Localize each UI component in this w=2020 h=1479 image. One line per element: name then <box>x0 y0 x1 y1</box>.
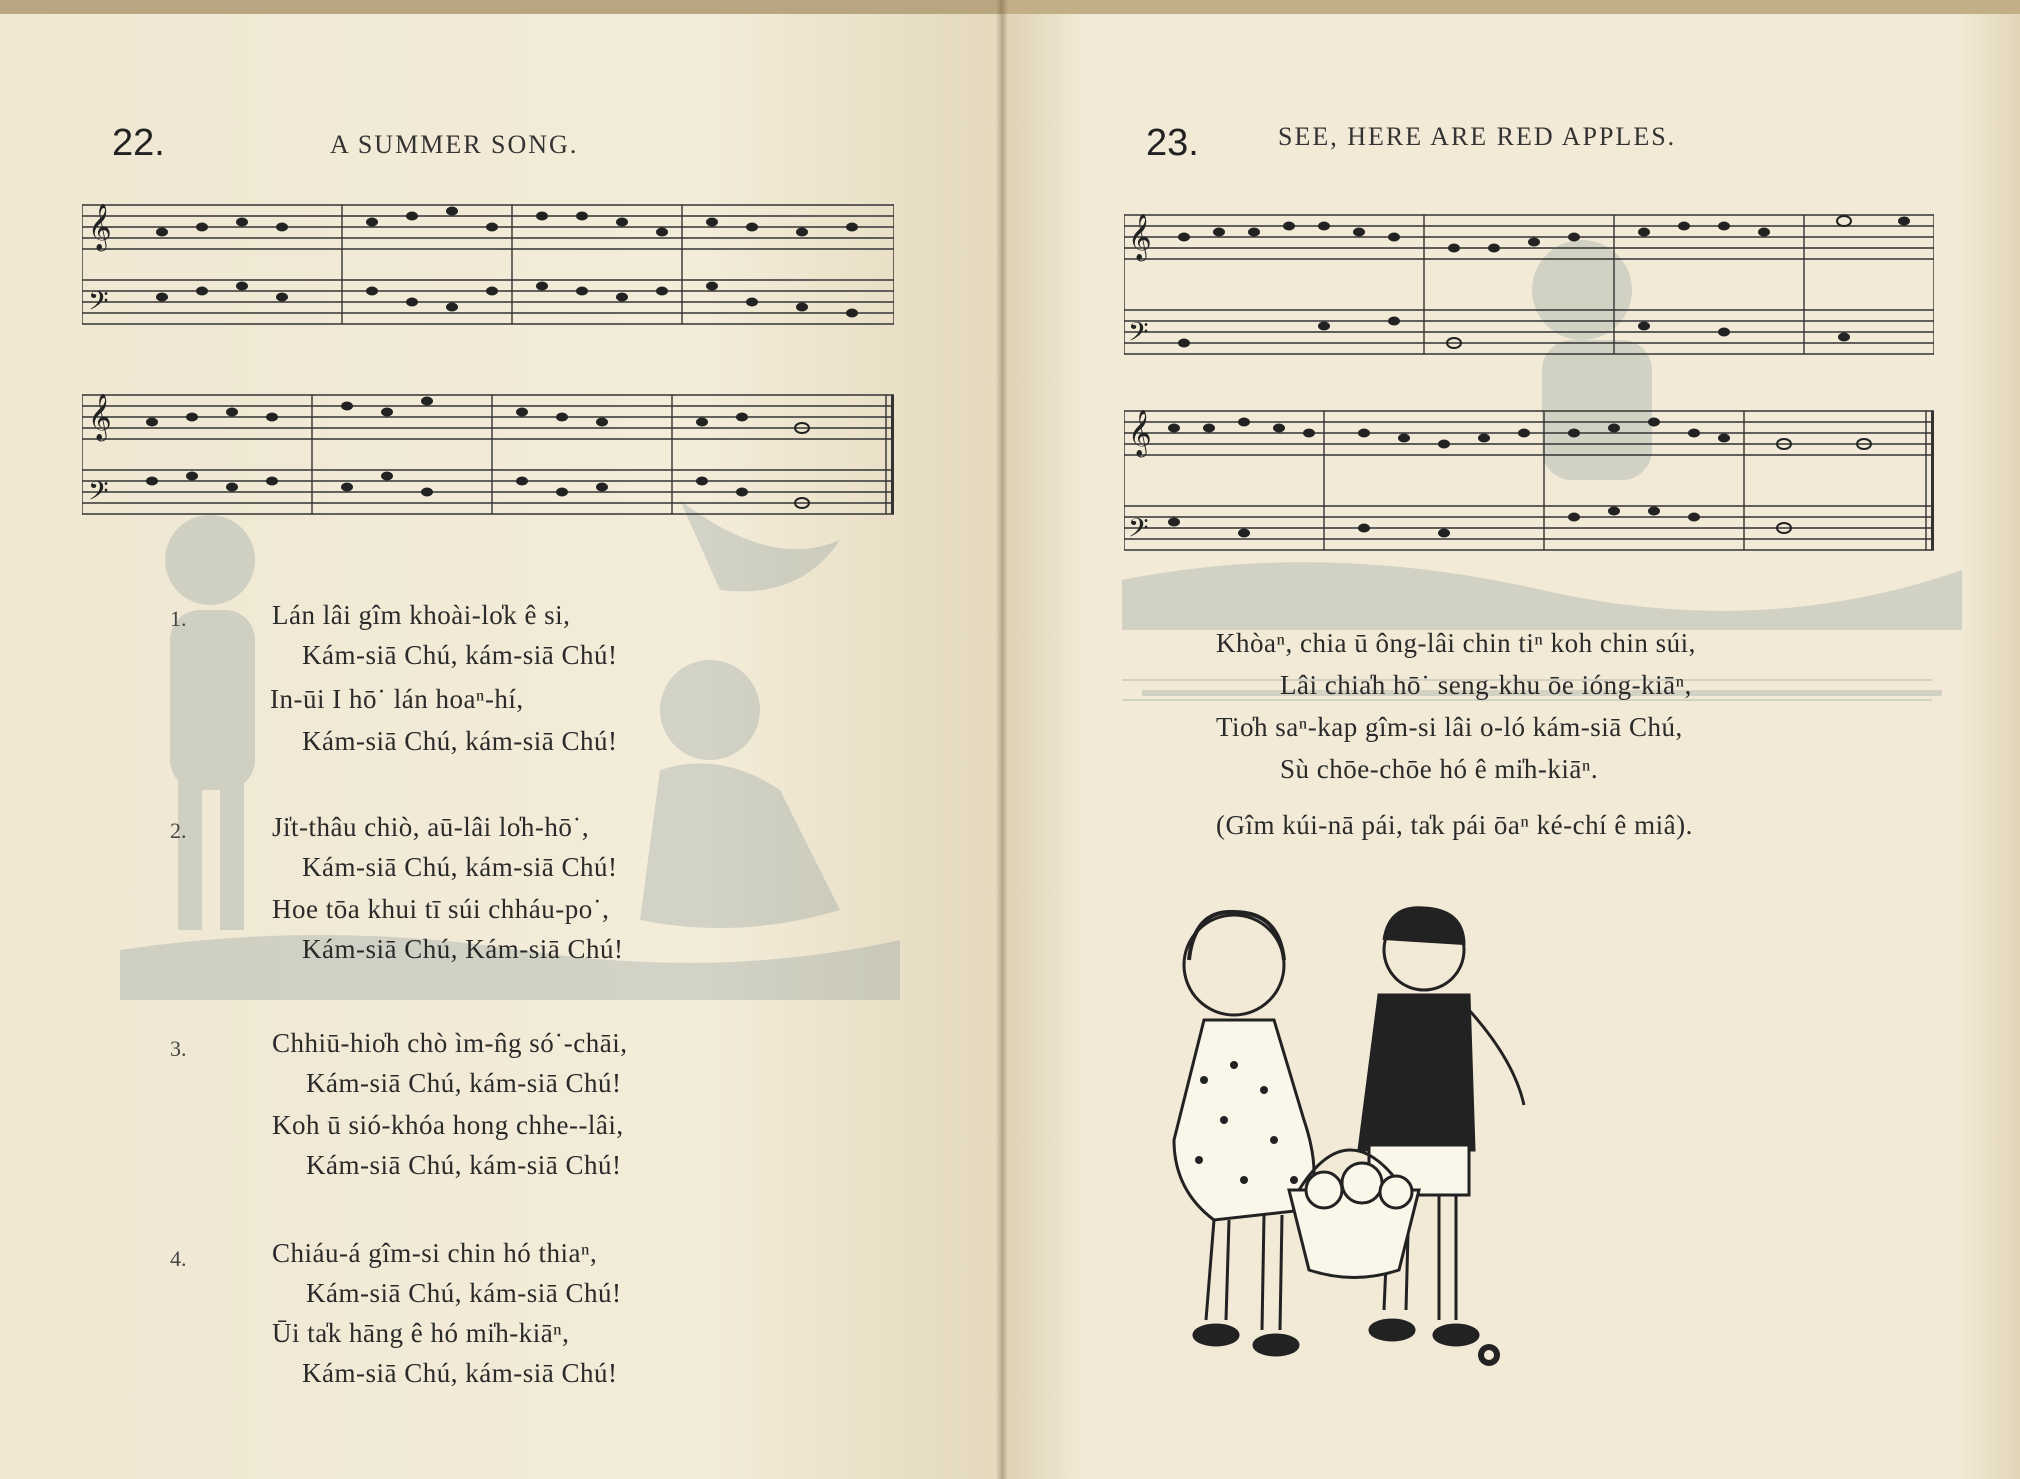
book-gutter <box>996 0 1008 1479</box>
music-system-1 <box>82 190 894 340</box>
lyric-line: Khòaⁿ, chia ū ông-lâi chin tiⁿ koh chin súi, <box>1216 628 1696 658</box>
verse-line: Ūi ta̍k hāng ê hó mi̍h-kiāⁿ, <box>272 1318 570 1348</box>
verse-line: Kám-siā Chú, kám-siā Chú! <box>302 1358 618 1388</box>
svg-text:𝄢: 𝄢 <box>88 475 109 513</box>
verse-line: Chiáu-á gîm-si chin hó thiaⁿ, <box>272 1238 598 1268</box>
svg-text:𝄢: 𝄢 <box>1128 316 1149 354</box>
page-top-edge <box>0 0 1002 14</box>
children-with-basket-illustration <box>1134 890 1534 1390</box>
verse-line: Kám-siā Chú, kám-siā Chú! <box>302 640 618 670</box>
verse-line: Kám-siā Chú, kám-siā Chú! <box>306 1150 622 1180</box>
verse-number: 4. <box>170 1246 187 1271</box>
verse-line: Kám-siā Chú, kám-siā Chú! <box>302 852 618 882</box>
verse-line: Chhiū-hio̍h chò ìm-n̂g só˙-chāi, <box>272 1028 628 1058</box>
verse-line: Koh ū sió-khóa hong chhe--lâi, <box>272 1110 624 1140</box>
svg-text:𝄢: 𝄢 <box>1128 512 1149 550</box>
left-page <box>0 0 1002 1479</box>
verse-line: Kám-siā Chú, kám-siā Chú! <box>302 726 618 756</box>
page-top-edge <box>1002 0 2020 14</box>
svg-text:𝄞: 𝄞 <box>1128 214 1152 260</box>
lyric-line: Lâi chia̍h hō˙ seng-khu ōe ióng-kiāⁿ, <box>1280 670 1692 700</box>
ornament-mark <box>1474 1342 1504 1368</box>
svg-text:𝄢: 𝄢 <box>88 285 109 323</box>
music-system-2 <box>82 380 894 530</box>
song-title-summer: A SUMMER SONG. <box>330 130 579 159</box>
verse-line: Kám-siā Chú, kám-siā Chú! <box>306 1068 622 1098</box>
verse-line: Kám-siā Chú, Kám-siā Chú! <box>302 934 624 964</box>
music-system-2 <box>1124 396 1934 556</box>
verse-number: 3. <box>170 1036 187 1061</box>
right-page <box>1002 0 2020 1479</box>
verse-number: 1. <box>170 606 187 631</box>
verse-line: Hoe tōa khui tī súi chháu-po˙, <box>272 894 610 924</box>
song-title-apples: SEE, HERE ARE RED APPLES. <box>1278 122 1677 151</box>
verse-line: In-ūi I hō˙ lán hoaⁿ-hí, <box>270 684 524 714</box>
page-number-23: 23. <box>1146 122 1199 164</box>
lyric-line: Tio̍h saⁿ-kap gîm-si lâi o-ló kám-siā Chú, <box>1216 712 1683 742</box>
lyric-line: Sù chōe-chōe hó ê mi̍h-kiāⁿ. <box>1280 754 1599 784</box>
verse-line: Lán lâi gîm khoài-lo̍k ê si, <box>272 600 571 630</box>
page-number-22: 22. <box>112 122 165 164</box>
music-system-1 <box>1124 200 1934 360</box>
svg-text:𝄞: 𝄞 <box>88 204 112 250</box>
singing-note: (Gîm kúi-nā pái, ta̍k pái ōaⁿ ké-chí ê miâ). <box>1216 810 1693 840</box>
svg-text:𝄞: 𝄞 <box>1128 410 1152 456</box>
svg-text:𝄞: 𝄞 <box>88 394 112 440</box>
verse-line: Kám-siā Chú, kám-siā Chú! <box>306 1278 622 1308</box>
verse-number: 2. <box>170 818 187 843</box>
verse-line: Ji̍t-thâu chiò, aū-lâi lo̍h-hō˙, <box>272 812 590 842</box>
